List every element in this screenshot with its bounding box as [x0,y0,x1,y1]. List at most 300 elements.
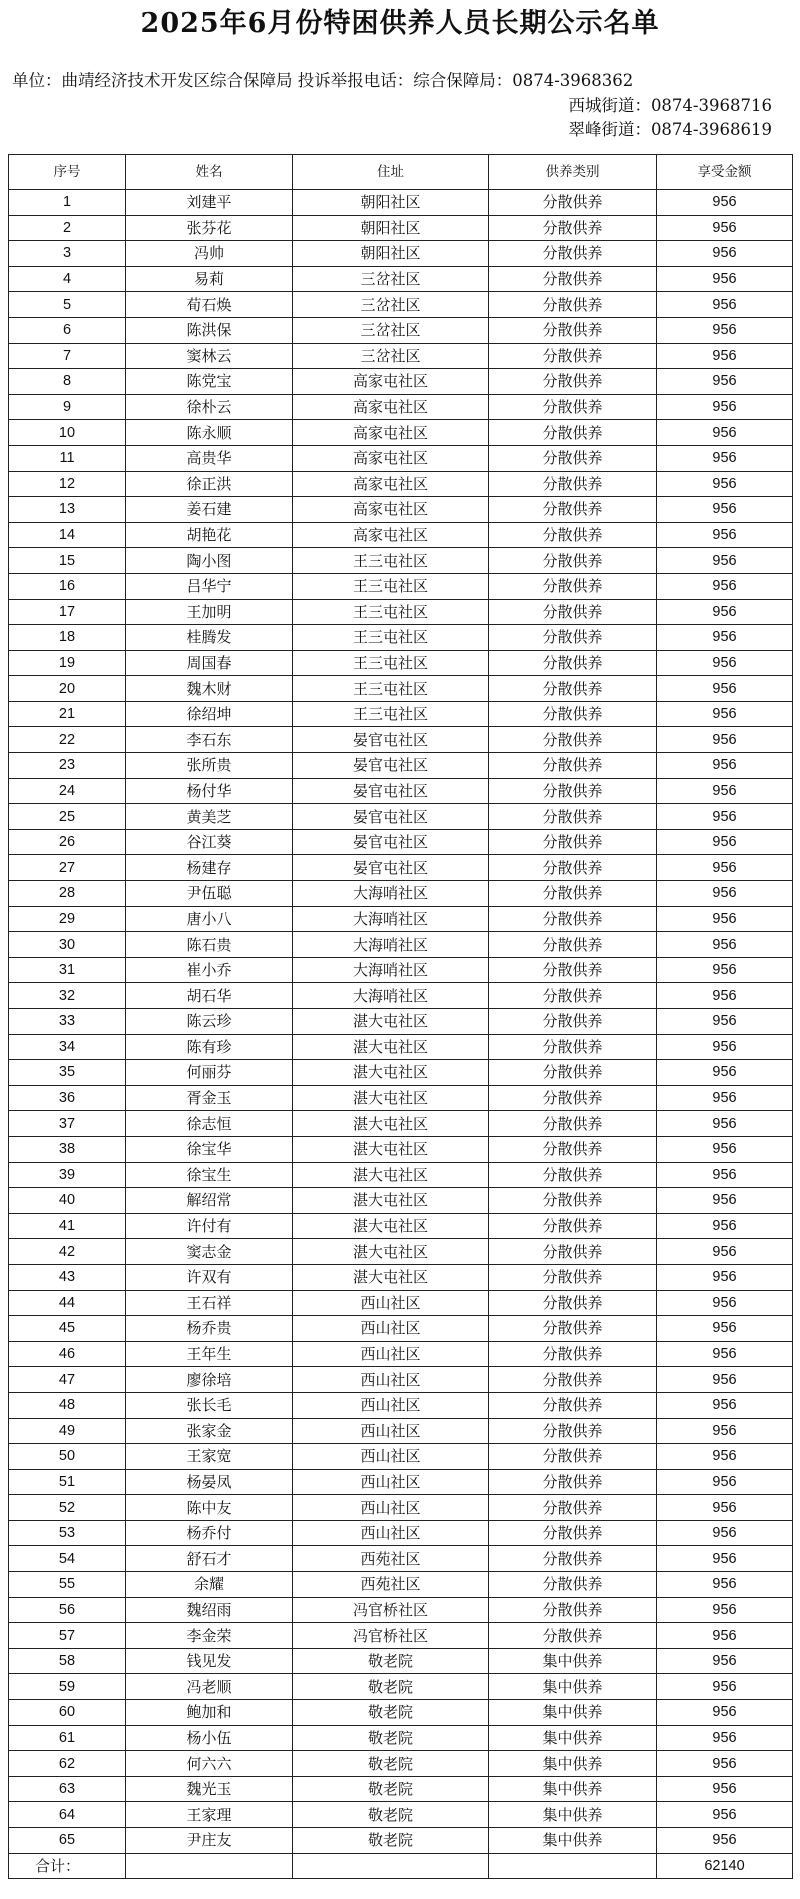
support-type-cell: 分散供养 [489,1469,657,1495]
row-number-cell: 61 [9,1725,126,1751]
name-cell: 杨乔付 [126,1520,293,1546]
name-cell: 窦志金 [126,1239,293,1265]
row-number-cell: 6 [9,317,126,343]
row-number-cell: 48 [9,1392,126,1418]
support-type-cell: 分散供养 [489,190,657,216]
name-cell: 解绍常 [126,1188,293,1214]
row-number-cell: 64 [9,1802,126,1828]
support-type-cell: 分散供养 [489,1264,657,1290]
address-cell: 西山社区 [293,1469,489,1495]
name-cell: 冯帅 [126,241,293,267]
table-row [9,1725,793,1751]
amount-cell: 956 [657,1392,793,1418]
table-row [9,1700,793,1726]
table-row [9,701,793,727]
address-cell: 西山社区 [293,1367,489,1393]
table-row [9,727,793,753]
table-row [9,522,793,548]
name-cell: 冯老顺 [126,1674,293,1700]
amount-cell: 956 [657,1316,793,1342]
row-number-cell: 4 [9,266,126,292]
row-number-cell: 41 [9,1213,126,1239]
amount-cell: 956 [657,317,793,343]
support-type-cell: 分散供养 [489,1136,657,1162]
row-number-cell: 65 [9,1828,126,1854]
row-number-cell: 53 [9,1520,126,1546]
support-type-cell: 分散供养 [489,1060,657,1086]
table-row [9,1341,793,1367]
address-cell: 朝阳社区 [293,241,489,267]
support-type-cell: 分散供养 [489,471,657,497]
amount-cell: 956 [657,445,793,471]
address-cell: 高家屯社区 [293,420,489,446]
table-row [9,394,793,420]
amount-cell: 956 [657,241,793,267]
phone-line-cuifeng: 翠峰街道：0874-3968619 [568,120,772,139]
table-row [9,190,793,216]
address-cell: 湛大屯社区 [293,1188,489,1214]
table-row [9,983,793,1009]
amount-cell: 956 [657,548,793,574]
amount-cell: 956 [657,1162,793,1188]
support-type-cell: 分散供养 [489,625,657,651]
address-cell: 敬老院 [293,1648,489,1674]
table-row [9,1546,793,1572]
amount-cell: 956 [657,906,793,932]
table-row [9,599,793,625]
column-header: 姓名 [126,155,293,190]
address-cell: 敬老院 [293,1776,489,1802]
support-type-cell: 分散供养 [489,983,657,1009]
table-row [9,1674,793,1700]
amount-cell: 956 [657,1546,793,1572]
name-cell: 王加明 [126,599,293,625]
row-number-cell: 13 [9,497,126,523]
table-row [9,420,793,446]
name-cell: 荀石焕 [126,292,293,318]
amount-cell: 956 [657,1572,793,1598]
row-number-cell: 1 [9,190,126,216]
support-type-cell: 分散供养 [489,829,657,855]
name-cell: 易莉 [126,266,293,292]
table-row [9,1776,793,1802]
support-type-cell: 分散供养 [489,266,657,292]
amount-cell: 956 [657,190,793,216]
table-row [9,753,793,779]
row-number-cell: 16 [9,573,126,599]
name-cell: 张芬花 [126,215,293,241]
table-row [9,1162,793,1188]
amount-cell: 956 [657,599,793,625]
amount-cell: 956 [657,420,793,446]
row-number-cell: 49 [9,1418,126,1444]
row-number-cell: 51 [9,1469,126,1495]
table-row [9,1034,793,1060]
table-body [9,190,793,1854]
table-row [9,548,793,574]
address-cell: 冯官桥社区 [293,1597,489,1623]
name-cell: 余耀 [126,1572,293,1598]
row-number-cell: 8 [9,369,126,395]
empty-cell [293,1853,489,1879]
address-cell: 晏官屯社区 [293,829,489,855]
row-number-cell: 55 [9,1572,126,1598]
column-header: 住址 [293,155,489,190]
table-row [9,445,793,471]
table-row [9,1802,793,1828]
name-cell: 王年生 [126,1341,293,1367]
support-type-cell: 分散供养 [489,1546,657,1572]
table-header-row [9,155,793,190]
amount-cell: 956 [657,1188,793,1214]
amount-cell: 956 [657,1444,793,1470]
row-number-cell: 38 [9,1136,126,1162]
support-type-cell: 分散供养 [489,932,657,958]
amount-cell: 956 [657,650,793,676]
name-cell: 张长毛 [126,1392,293,1418]
name-cell: 王家理 [126,1802,293,1828]
amount-cell: 956 [657,1776,793,1802]
table-row [9,1213,793,1239]
amount-cell: 956 [657,881,793,907]
address-cell: 敬老院 [293,1751,489,1777]
address-cell: 王三屯社区 [293,548,489,574]
address-cell: 西山社区 [293,1341,489,1367]
support-type-cell: 分散供养 [489,548,657,574]
support-type-cell: 分散供养 [489,241,657,267]
support-type-cell: 分散供养 [489,1009,657,1035]
address-cell: 西山社区 [293,1316,489,1342]
amount-cell: 956 [657,292,793,318]
address-cell: 高家屯社区 [293,522,489,548]
row-number-cell: 9 [9,394,126,420]
address-cell: 湛大屯社区 [293,1009,489,1035]
amount-cell: 956 [657,343,793,369]
table-row [9,1623,793,1649]
amount-cell: 956 [657,1700,793,1726]
amount-cell: 956 [657,1034,793,1060]
name-cell: 魏绍雨 [126,1597,293,1623]
address-cell: 湛大屯社区 [293,1085,489,1111]
table-row [9,1367,793,1393]
support-type-cell: 分散供养 [489,445,657,471]
name-cell: 杨小伍 [126,1725,293,1751]
name-cell: 李金荣 [126,1623,293,1649]
support-type-cell: 分散供养 [489,804,657,830]
table-row [9,1136,793,1162]
table-row [9,1648,793,1674]
amount-cell: 956 [657,215,793,241]
support-type-cell: 分散供养 [489,369,657,395]
support-type-cell: 分散供养 [489,599,657,625]
row-number-cell: 54 [9,1546,126,1572]
table-row [9,1239,793,1265]
row-number-cell: 36 [9,1085,126,1111]
row-number-cell: 40 [9,1188,126,1214]
table-row [9,1418,793,1444]
table-row [9,1264,793,1290]
row-number-cell: 12 [9,471,126,497]
amount-cell: 956 [657,1060,793,1086]
phone-line-xicheng: 西城街道：0874-3968716 [568,96,772,115]
address-cell: 大海哨社区 [293,957,489,983]
support-type-cell: 分散供养 [489,906,657,932]
support-type-cell: 分散供养 [489,778,657,804]
amount-cell: 956 [657,804,793,830]
support-type-cell: 分散供养 [489,701,657,727]
amount-cell: 956 [657,1418,793,1444]
address-cell: 高家屯社区 [293,445,489,471]
address-cell: 西苑社区 [293,1546,489,1572]
amount-cell: 956 [657,829,793,855]
amount-cell: 956 [657,1828,793,1854]
support-type-cell: 集中供养 [489,1802,657,1828]
name-cell: 舒石才 [126,1546,293,1572]
address-cell: 晏官屯社区 [293,727,489,753]
address-cell: 王三屯社区 [293,625,489,651]
support-type-cell: 分散供养 [489,1392,657,1418]
column-header: 供养类别 [489,155,657,190]
table-row [9,343,793,369]
address-cell: 湛大屯社区 [293,1264,489,1290]
row-number-cell: 45 [9,1316,126,1342]
row-number-cell: 56 [9,1597,126,1623]
total-label: 合计： [9,1853,126,1879]
support-type-cell: 分散供养 [489,1316,657,1342]
support-type-cell: 分散供养 [489,1495,657,1521]
row-number-cell: 20 [9,676,126,702]
support-type-cell: 分散供养 [489,1520,657,1546]
name-cell: 徐宝生 [126,1162,293,1188]
name-cell: 陈党宝 [126,369,293,395]
row-number-cell: 19 [9,650,126,676]
row-number-cell: 37 [9,1111,126,1137]
address-cell: 朝阳社区 [293,215,489,241]
amount-cell: 956 [657,497,793,523]
amount-cell: 956 [657,625,793,651]
table-row [9,1060,793,1086]
support-type-cell: 分散供养 [489,1111,657,1137]
name-cell: 陈有珍 [126,1034,293,1060]
name-cell: 刘建平 [126,190,293,216]
support-type-cell: 分散供养 [489,343,657,369]
row-number-cell: 27 [9,855,126,881]
table-row [9,1495,793,1521]
amount-cell: 956 [657,1597,793,1623]
support-type-cell: 分散供养 [489,1444,657,1470]
name-cell: 鲍加和 [126,1700,293,1726]
support-type-cell: 分散供养 [489,497,657,523]
name-cell: 徐绍坤 [126,701,293,727]
support-type-cell: 分散供养 [489,1623,657,1649]
name-cell: 陶小图 [126,548,293,574]
row-number-cell: 15 [9,548,126,574]
amount-cell: 956 [657,1725,793,1751]
table-row [9,292,793,318]
address-cell: 敬老院 [293,1802,489,1828]
amount-cell: 956 [657,1751,793,1777]
total-row [9,1853,793,1879]
address-cell: 湛大屯社区 [293,1162,489,1188]
support-type-cell: 集中供养 [489,1828,657,1854]
row-number-cell: 2 [9,215,126,241]
name-cell: 何丽芬 [126,1060,293,1086]
row-number-cell: 46 [9,1341,126,1367]
amount-cell: 956 [657,1367,793,1393]
row-number-cell: 29 [9,906,126,932]
column-header: 序号 [9,155,126,190]
address-cell: 三岔社区 [293,292,489,318]
support-type-cell: 分散供养 [489,676,657,702]
amount-cell: 956 [657,1341,793,1367]
address-cell: 敬老院 [293,1674,489,1700]
row-number-cell: 34 [9,1034,126,1060]
address-cell: 大海哨社区 [293,881,489,907]
table-row [9,1751,793,1777]
table-row [9,215,793,241]
row-number-cell: 52 [9,1495,126,1521]
amount-cell: 956 [657,932,793,958]
row-number-cell: 31 [9,957,126,983]
support-type-cell: 分散供养 [489,727,657,753]
address-cell: 湛大屯社区 [293,1136,489,1162]
address-cell: 晏官屯社区 [293,804,489,830]
name-cell: 魏光玉 [126,1776,293,1802]
support-type-cell: 集中供养 [489,1751,657,1777]
empty-cell [126,1853,293,1879]
name-cell: 许双有 [126,1264,293,1290]
recipients-table [8,154,793,1879]
address-cell: 晏官屯社区 [293,855,489,881]
table-row [9,650,793,676]
amount-cell: 956 [657,1648,793,1674]
row-number-cell: 44 [9,1290,126,1316]
amount-cell: 956 [657,266,793,292]
name-cell: 尹庄友 [126,1828,293,1854]
row-number-cell: 24 [9,778,126,804]
address-cell: 晏官屯社区 [293,753,489,779]
support-type-cell: 集中供养 [489,1700,657,1726]
address-cell: 西山社区 [293,1290,489,1316]
table-row [9,241,793,267]
amount-cell: 956 [657,727,793,753]
row-number-cell: 50 [9,1444,126,1470]
row-number-cell: 10 [9,420,126,446]
table-row [9,317,793,343]
row-number-cell: 32 [9,983,126,1009]
name-cell: 廖徐培 [126,1367,293,1393]
address-cell: 西山社区 [293,1392,489,1418]
row-number-cell: 26 [9,829,126,855]
name-cell: 徐正洪 [126,471,293,497]
support-type-cell: 集中供养 [489,1648,657,1674]
address-cell: 湛大屯社区 [293,1060,489,1086]
name-cell: 周国春 [126,650,293,676]
address-cell: 高家屯社区 [293,471,489,497]
address-cell: 大海哨社区 [293,932,489,958]
support-type-cell: 分散供养 [489,1188,657,1214]
name-cell: 桂腾发 [126,625,293,651]
name-cell: 杨乔贵 [126,1316,293,1342]
name-cell: 杨建存 [126,855,293,881]
name-cell: 窦林云 [126,343,293,369]
table-row [9,1188,793,1214]
support-type-cell: 分散供养 [489,394,657,420]
amount-cell: 956 [657,855,793,881]
table-row [9,932,793,958]
name-cell: 吕华宁 [126,573,293,599]
support-type-cell: 分散供养 [489,317,657,343]
address-cell: 王三屯社区 [293,573,489,599]
support-type-cell: 集中供养 [489,1674,657,1700]
amount-cell: 956 [657,1674,793,1700]
row-number-cell: 7 [9,343,126,369]
total-value: 62140 [657,1853,793,1879]
name-cell: 杨付华 [126,778,293,804]
amount-cell: 956 [657,394,793,420]
table-row [9,676,793,702]
support-type-cell: 分散供养 [489,1341,657,1367]
table-row [9,1828,793,1854]
amount-cell: 956 [657,753,793,779]
address-cell: 敬老院 [293,1700,489,1726]
page-title: 2025年6月份特困供养人员长期公示名单 [140,8,660,39]
name-cell: 张所贵 [126,753,293,779]
row-number-cell: 21 [9,701,126,727]
amount-cell: 956 [657,778,793,804]
table-row [9,855,793,881]
address-cell: 王三屯社区 [293,650,489,676]
address-cell: 湛大屯社区 [293,1111,489,1137]
amount-cell: 956 [657,1009,793,1035]
table-row [9,573,793,599]
amount-cell: 956 [657,983,793,1009]
table-row [9,1316,793,1342]
table-row [9,625,793,651]
row-number-cell: 63 [9,1776,126,1802]
support-type-cell: 分散供养 [489,1418,657,1444]
address-cell: 湛大屯社区 [293,1034,489,1060]
name-cell: 尹伍聪 [126,881,293,907]
support-type-cell: 分散供养 [489,1572,657,1598]
amount-cell: 956 [657,1213,793,1239]
support-type-cell: 集中供养 [489,1776,657,1802]
row-number-cell: 47 [9,1367,126,1393]
address-cell: 西山社区 [293,1418,489,1444]
name-cell: 王石祥 [126,1290,293,1316]
amount-cell: 956 [657,1495,793,1521]
table-row [9,266,793,292]
support-type-cell: 分散供养 [489,1290,657,1316]
address-cell: 湛大屯社区 [293,1213,489,1239]
amount-cell: 956 [657,1239,793,1265]
name-cell: 魏木财 [126,676,293,702]
address-cell: 高家屯社区 [293,369,489,395]
amount-cell: 956 [657,573,793,599]
name-cell: 徐朴云 [126,394,293,420]
address-cell: 冯官桥社区 [293,1623,489,1649]
row-number-cell: 39 [9,1162,126,1188]
table-row [9,881,793,907]
table-row [9,471,793,497]
support-type-cell: 分散供养 [489,215,657,241]
row-number-cell: 60 [9,1700,126,1726]
name-cell: 胡石华 [126,983,293,1009]
name-cell: 许付有 [126,1213,293,1239]
row-number-cell: 59 [9,1674,126,1700]
table-row [9,369,793,395]
amount-cell: 956 [657,957,793,983]
